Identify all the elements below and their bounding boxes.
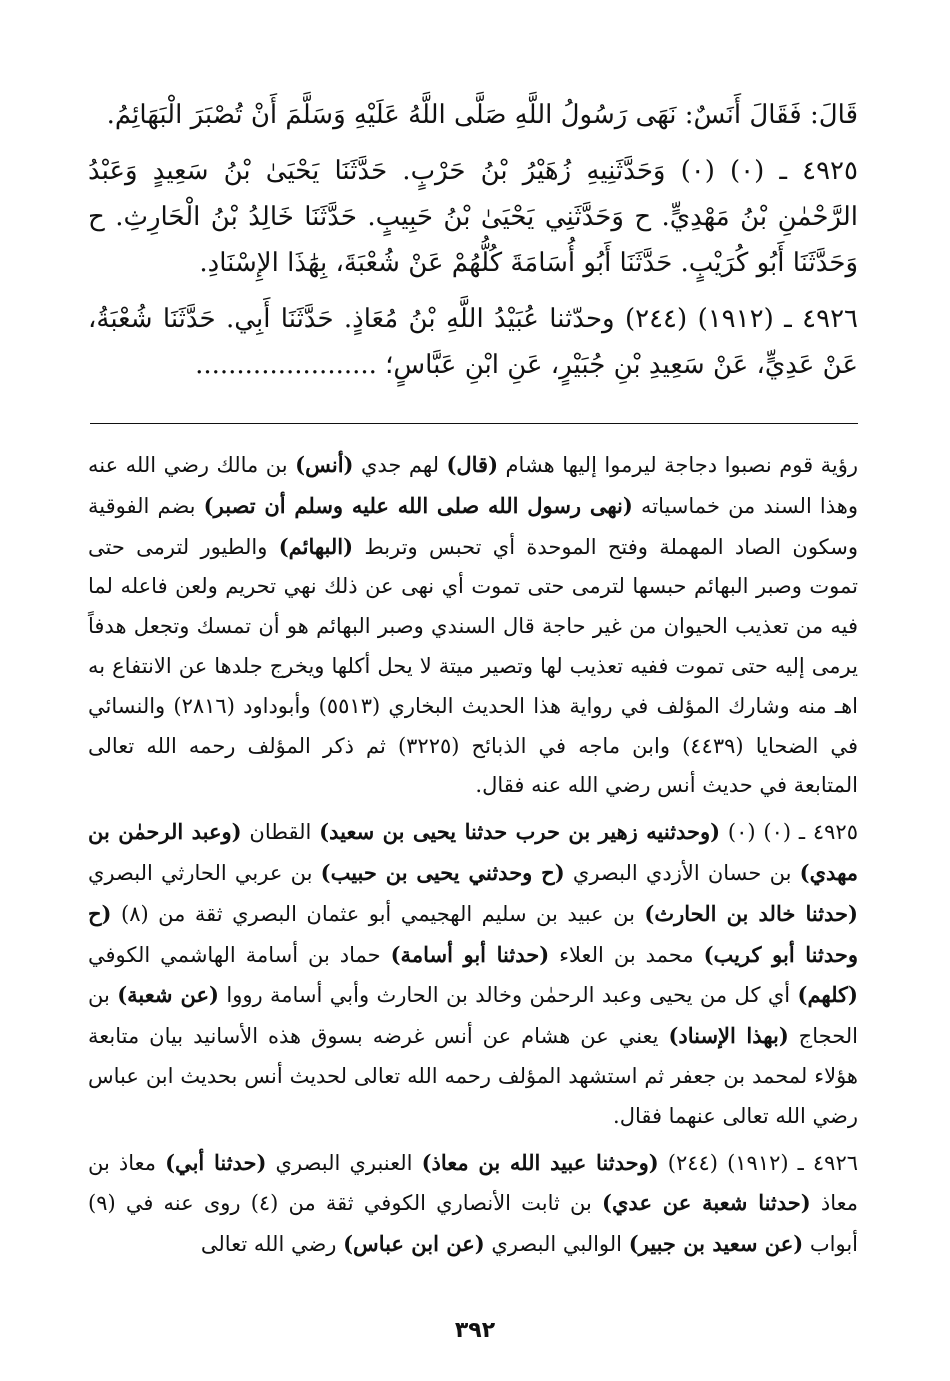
commentary-text: والطيور لترمى حتى تموت وصبر البهائم حبسها لترمى حتى تموت أي نهى عن ذلك نهي تحريم ولعن فاعله لما فيه من تعذيب الحيوان من غير حاجة قال السندي وصبر البهائم هو أن تمسك وتجعل هدفاً يرمى إليه حتى تموت ففيه تعذيب لها وتصير ميتة لا يحل أكلها ويخرج جلدها عن الانتفاع به اهـ منه وشارك المؤلف في رواية هذا الحديث البخاري (٥٥١٣) وأبوداود (٢٨١٦) والنسائي في الضحايا (٤٤٣٩) وابن ماجه في الذبائح (٣٢٢٥) ثم ذكر المؤلف رحمه الله تعالى المتابعة في حديث أنس رضي الله عنه فقال. xyxy=(88,534,858,798)
hadith-paragraph: ٤٩٢٥ ـ (٠) (٠) وَحَدَّثَنِيهِ زُهَيْرُ بْنُ حَرْبٍ. حَدَّثَنَا يَحْيَىٰ بْنُ سَعِيدٍ وَعَبْدُ الرَّحْمٰنِ بْنُ مَهْدِيٍّ. ح وَحَدَّثَنِي يَحْيَىٰ بْنُ حَبِيبٍ. حَدَّثَنَا خَالِدُ بْنُ الْحَارِثِ. ح وَحَدَّثَنَا أَبُو كُرَيْبٍ. حَدَّثَنَا أَبُو أُسَامَةَ كُلُّهُمْ عَنْ شُعْبَةَ، بِهَٰذَا الإِسْنَادِ. xyxy=(88,156,858,278)
commentary-text: أي كل من يحيى وعبد الرحمٰن وخالد بن الحارث وأبي أسامة رووا xyxy=(218,983,798,1008)
commentary-text: حماد بن أسامة الهاشمي الكوفي xyxy=(88,942,391,967)
commentary-text: رضي الله تعالى xyxy=(200,1232,344,1257)
commentary-text: معاذ بن معاذ xyxy=(88,1150,859,1216)
hadith-text-block xyxy=(88,92,858,398)
hadith-paragraph: ٤٩٢٦ ـ (١٩١٢) (٢٤٤) وحدّثنا عُبَيْدُ اللَّهِ بْنُ مُعَاذٍ. حَدَّثَنَا أَبِي. حَدَّثَنَا شُعْبَةُ، عَنْ عَدِيٍّ، عَنْ سَعِيدِ بْنِ جُبَيْرٍ، عَنِ ابْنِ عَبَّاسٍ؛ ...................... xyxy=(88,304,858,380)
commentary-text: لهم جدي xyxy=(353,453,447,477)
commentary-text: القطان xyxy=(241,820,320,845)
commentary-text: يعني عن هشام عن أنس غرضه بسوق هذه الأسانيد بيان متابعة هؤلاء لمحمد بن جعفر ثم استشهد المؤلف رحمه الله تعالى لحديث أنس بحديث ابن عباس رضي الله تعالى عنهما فقال. xyxy=(88,1024,858,1128)
commentary-block xyxy=(88,445,858,1271)
commentary-quote: (البهائم) xyxy=(278,533,354,559)
commentary-text: محمد بن العلاء xyxy=(549,942,704,967)
commentary-text: بن عربي الحارثي البصري xyxy=(88,860,321,885)
commentary-text: بن عبيد بن سليم الهجيمي أبو عثمان البصري ثقة من (٨) xyxy=(111,901,645,926)
commentary-text: بن الحجاج xyxy=(88,983,858,1049)
commentary-quote: (عن شعبة) xyxy=(117,982,219,1008)
commentary-paragraph xyxy=(88,812,858,1136)
commentary-paragraph xyxy=(88,1143,858,1265)
commentary-quote: (كلهم) xyxy=(797,982,858,1008)
hadith-paragraph: قَالَ: فَقَالَ أَنَسٌ: نَهَى رَسُولُ اللَّهِ صَلَّى اللَّهُ عَلَيْهِ وَسَلَّمَ أَنْ تُصْبَرَ الْبَهَائِمُ. xyxy=(106,100,858,130)
commentary-quote: (ح وحدثني يحيى بن حبيب) xyxy=(320,859,565,885)
commentary-text: الوالبي البصري xyxy=(484,1232,629,1257)
commentary-quote: (وعبد الرحمٰن بن مهدي) xyxy=(88,819,858,885)
commentary-quote: (حدثنا شعبة عن عدي) xyxy=(602,1190,811,1216)
commentary-quote: (حدثنا أبي) xyxy=(165,1149,267,1175)
page-number: ٣٩٢ xyxy=(454,1318,496,1343)
commentary-quote: (وحدثنيه زهير بن حرب حدثنا يحيى بن سعيد) xyxy=(319,819,721,845)
commentary-quote: (قال) xyxy=(446,452,499,477)
commentary-quote: (ح وحدثنا أبو كريب) xyxy=(88,900,858,967)
commentary-quote: (عن ابن عباس) xyxy=(343,1231,485,1257)
commentary-quote: (أنس) xyxy=(295,452,354,477)
commentary-quote: (بهذا الإسناد) xyxy=(668,1023,789,1049)
commentary-text: بضم الفوقية وسكون الصاد المهملة وفتح الموحدة أي تحبس وتربط xyxy=(88,493,858,559)
commentary-quote: (نهى رسول الله صلى الله عليه وسلم أن تصبر) xyxy=(203,492,633,518)
separator-rule xyxy=(90,423,858,424)
commentary-text: رؤية قوم نصبوا دجاجة ليرموا إليها هشام xyxy=(498,453,858,477)
commentary-text: بن مالك رضي الله عنه وهذا السند من خماسياته xyxy=(88,453,858,518)
commentary-text: بن ثابت الأنصاري الكوفي ثقة من (٤) روى عنه في (٩) أبواب xyxy=(88,1191,858,1257)
commentary-quote: (عن سعيد بن جبير) xyxy=(628,1231,804,1257)
commentary-quote: (حدثنا خالد بن الحارث) xyxy=(644,900,858,926)
commentary-quote: (حدثنا أبو أسامة) xyxy=(390,941,550,967)
commentary-text: ٤٩٢٦ ـ (١٩١٢) (٢٤٤) xyxy=(658,1150,859,1175)
commentary-text: بن حسان الأزدي البصري xyxy=(564,860,800,885)
commentary-text: العنبري البصري xyxy=(266,1150,422,1175)
commentary-paragraph xyxy=(88,445,858,806)
commentary-text: ٤٩٢٥ ـ (٠) (٠) xyxy=(720,820,858,845)
commentary-quote: (وحدثنا عبيد الله بن معاذ) xyxy=(421,1149,659,1175)
